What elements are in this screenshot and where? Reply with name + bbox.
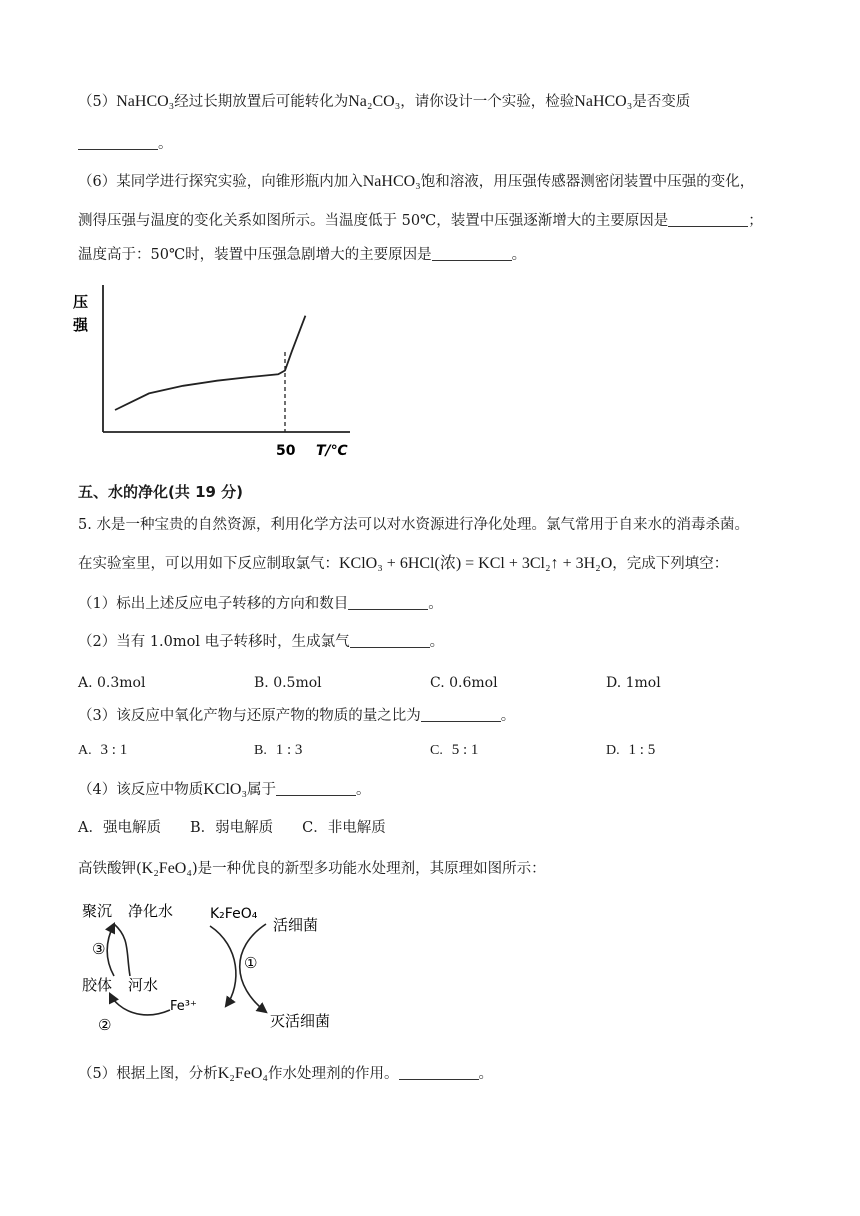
option-2d[interactable]: D. 1mol xyxy=(606,675,661,691)
option-2a[interactable]: A. 0.3mol xyxy=(78,675,146,691)
label-miehuoxijun: 灭活细菌 xyxy=(270,1012,331,1030)
label-jushen: 聚沉 xyxy=(82,902,113,920)
option-3d[interactable]: D. 1 : 5 xyxy=(606,742,656,758)
chem-kclo3: KClO₃ xyxy=(203,781,248,798)
chem-k2feo4: K₂FeO₄ xyxy=(217,1065,268,1082)
reaction-equation: KClO₃ + 6HCl(浓) = KCl + 3Cl₂↑ + 3H₂O xyxy=(339,555,613,572)
option-3c[interactable]: C. 5 : 1 xyxy=(430,742,479,758)
option-3a[interactable]: A. 3 : 1 xyxy=(78,742,128,758)
chem-na2co3: Na₂CO₃ xyxy=(348,93,401,110)
answer-blank[interactable] xyxy=(399,1065,479,1080)
answer-blank[interactable] xyxy=(668,212,748,227)
label-heshui: 河水 xyxy=(128,976,159,994)
chem-nahco3: NaHCO₃ xyxy=(574,93,633,110)
arrow-step2 xyxy=(110,994,170,1015)
label-huoxijun: 活细菌 xyxy=(273,916,319,934)
label-k2feo4: K₂FeO₄ xyxy=(210,906,258,922)
answer-blank[interactable] xyxy=(421,707,501,722)
answer-blank[interactable] xyxy=(78,135,158,150)
chart-ylabel-2: 强 xyxy=(73,316,89,334)
pressure-temperature-chart xyxy=(70,285,370,465)
arrow-step3-right xyxy=(114,924,130,976)
label-step2: ② xyxy=(98,1016,112,1034)
question-5-intro-1: 5. 水是一种宝贵的自然资源，利用化学方法可以对水资源进行净化处理。氯气常用于自来水的消毒杀菌。 xyxy=(78,517,749,533)
sub-question-4: （4）该反应中物质KClO₃属于 。 xyxy=(78,781,371,798)
label-step3: ③ xyxy=(92,940,106,958)
chart-series-line xyxy=(115,316,305,410)
question-5-prev-line-2: 。 xyxy=(78,134,173,154)
label-fe3: Fe³⁺ xyxy=(170,999,197,1014)
question-6-line-3: 温度高于：50℃时，装置中压强急剧增大的主要原因是 。 xyxy=(78,247,527,263)
option-2c[interactable]: C. 0.6mol xyxy=(430,675,498,691)
option-2b[interactable]: B. 0.5mol xyxy=(254,675,322,691)
question-5-prev-line-1: （5）NaHCO₃经过长期放置后可能转化为Na₂CO₃，请你设计一个实验，检验NaHCO₃是否变质 xyxy=(78,93,691,110)
answer-blank[interactable] xyxy=(276,781,356,796)
option-4-list[interactable]: A．强电解质 B．弱电解质 C．非电解质 xyxy=(78,820,386,836)
label-jiaoti: 胶体 xyxy=(82,976,113,994)
option-3b[interactable]: B. 1 : 3 xyxy=(254,742,303,758)
sub-question-2: （2）当有 1.0mol 电子转移时，生成氯气 。 xyxy=(78,634,445,650)
question-5-intro-2: 在实验室里，可以用如下反应制取氯气：KClO₃ + 6HCl(浓) = KCl + 3Cl₂↑ + 3H₂O，完成下列填空： xyxy=(78,555,729,572)
question-6-line-1: （6）某同学进行探究实验，向锥形瓶内加入NaHCO₃饱和溶液，用压强传感器测密闭装置中压强的变化， xyxy=(78,173,755,190)
section-title: 五、水的净化(共 19 分) xyxy=(78,483,244,501)
arrow-step1-k2feo4 xyxy=(210,926,236,1006)
label-jinghuashui: 净化水 xyxy=(128,902,174,920)
answer-blank[interactable] xyxy=(432,246,512,261)
chem-k2feo4: K₂FeO₄ xyxy=(141,860,192,877)
chart-xlabel: T/℃ xyxy=(316,443,348,459)
chart-xtick-50: 50 xyxy=(276,443,296,459)
arrow-step3-left xyxy=(107,924,114,976)
chart-ylabel-1: 压 xyxy=(73,293,89,311)
sub-question-1: （1）标出上述反应电子转移的方向和数目 。 xyxy=(78,596,443,612)
chem-nahco3: NaHCO₃ xyxy=(116,93,175,110)
question-6-line-2: 测得压强与温度的变化关系如图所示。当温度低于 50℃，装置中压强逐渐增大的主要原因是 ； xyxy=(78,213,763,229)
chem-nahco3: NaHCO₃ xyxy=(362,173,421,190)
label-step1: ① xyxy=(244,954,258,972)
answer-blank[interactable] xyxy=(350,633,430,648)
sub-question-3: （3）该反应中氧化产物与还原产物的物质的量之比为 。 xyxy=(78,708,516,724)
ferrate-principle-diagram xyxy=(70,888,370,1048)
sub-question-5: （5）根据上图，分析K₂FeO₄作水处理剂的作用。 。 xyxy=(78,1065,493,1082)
answer-blank[interactable] xyxy=(348,595,428,610)
ferrate-intro: 高铁酸钾(K₂FeO₄)是一种优良的新型多功能水处理剂，其原理如图所示： xyxy=(78,860,546,877)
